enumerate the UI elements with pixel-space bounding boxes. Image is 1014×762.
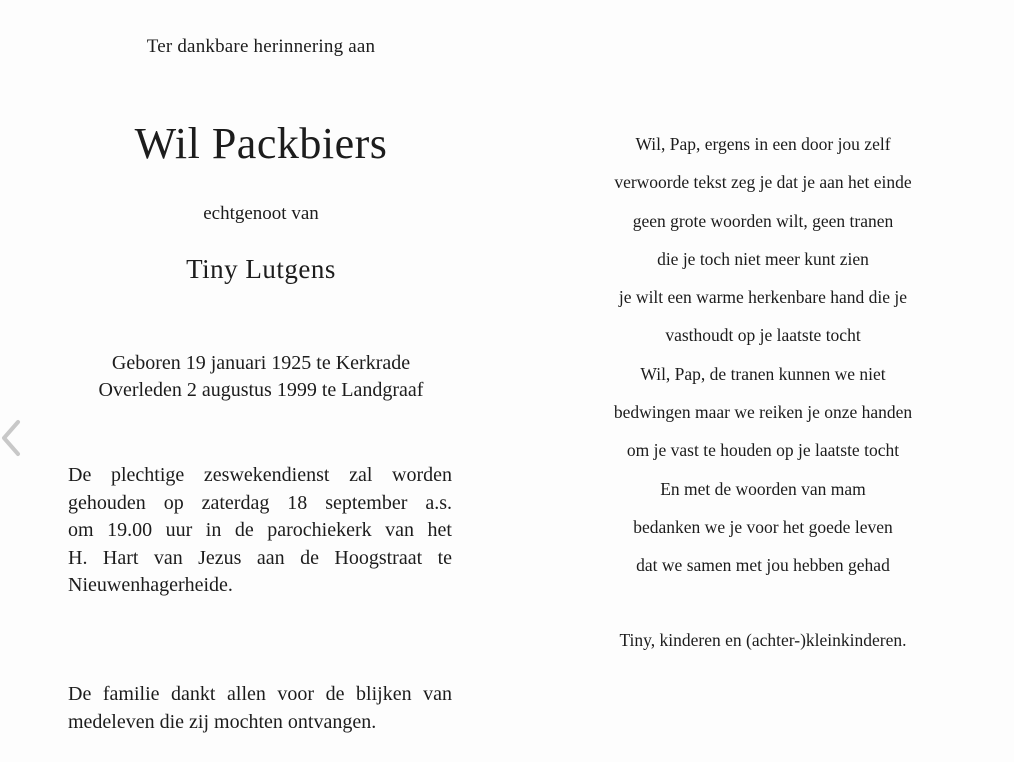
intro-text: Ter dankbare herinnering aan (146, 36, 376, 57)
service-announcement (68, 462, 452, 600)
thanks-line: De familie dankt allen voor de blijken van (68, 683, 452, 705)
poem-line: Wil, Pap, ergens in een door jou zelf (635, 134, 891, 154)
poem (556, 131, 970, 591)
death-line: Overleden 2 augustus 1999 te Landgraaf (98, 379, 424, 401)
deceased-name: Wil Packbiers (134, 119, 388, 168)
poem-line: bedanken we je voor het goede leven (633, 516, 893, 537)
life-dates (66, 350, 456, 404)
poem-line: En met de woorden van mam (660, 478, 866, 499)
poem-line: om je vast te houden op je laatste tocht (626, 440, 900, 461)
left-page (66, 0, 456, 762)
spouse-of-text: echtgenoot van (203, 203, 319, 224)
poem-line: bedwingen maar we reiken je onze handen (613, 402, 913, 423)
poem-line: geen grote woorden wilt, geen tranen (632, 210, 894, 231)
family-thanks (68, 680, 452, 736)
service-line: De plechtige zeswekendienst zal worden (68, 464, 452, 486)
signature: Tiny, kinderen en (achter-)kleinkinderen. (619, 630, 907, 650)
poem-line: je wilt een warme herkenbare hand die je (618, 287, 908, 308)
poem-line: dat we samen met jou hebben gehad (636, 555, 890, 576)
poem-line: Wil, Pap, de tranen kunnen we niet (640, 363, 886, 384)
service-line: om 19.00 uur in de parochiekerk van het (68, 519, 452, 541)
chevron-left-icon[interactable] (0, 418, 22, 458)
spouse-name: Tiny Lutgens (186, 254, 336, 284)
service-line: H. Hart van Jezus aan de Hoogstraat te (68, 546, 452, 569)
right-page (556, 0, 970, 762)
thanks-line: medeleven die zij mochten ontvangen. (68, 711, 377, 733)
poem-line: verwoorde tekst zeg je dat je aan het einde (614, 172, 912, 193)
service-line: Nieuwenhagerheide. (68, 574, 233, 596)
birth-line: Geboren 19 januari 1925 te Kerkrade (111, 352, 411, 374)
poem-line: vasthoudt op je laatste tocht (665, 325, 861, 346)
poem-line: die je toch niet meer kunt zien (657, 248, 869, 269)
service-line: gehouden op zaterdag 18 september a.s. (68, 491, 452, 514)
